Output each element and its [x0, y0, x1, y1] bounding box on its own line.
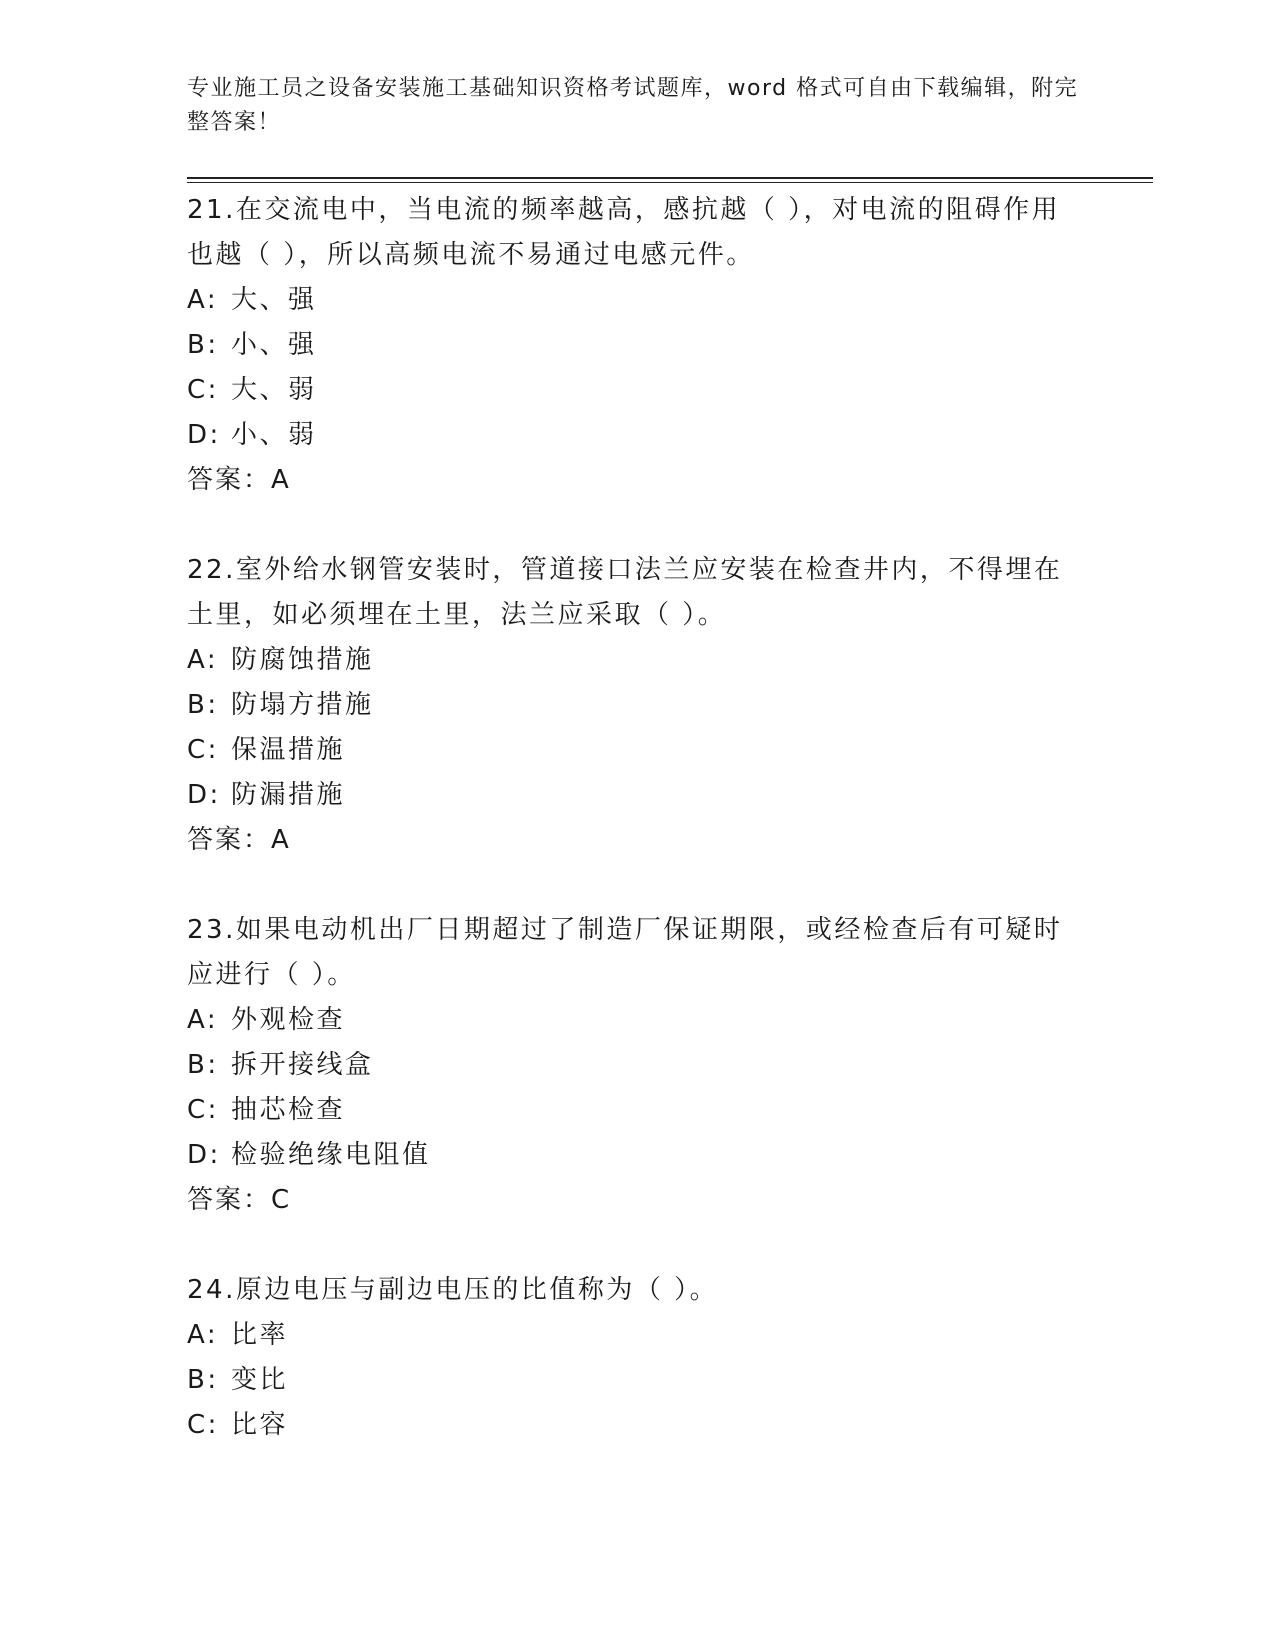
option-text: 比率 — [231, 1320, 289, 1350]
option-text: 保温措施 — [231, 735, 346, 765]
option-text: 变比 — [231, 1365, 289, 1395]
option-key: A: — [187, 1005, 219, 1035]
option-text: 抽芯检查 — [231, 1095, 346, 1125]
header-divider-thick — [187, 177, 1153, 179]
question-stem: 22.室外给水钢管安装时，管道接口法兰应安装在检查井内，不得埋在土里，如必须埋在土里，法兰应采取（ ）。 — [187, 555, 1063, 630]
option-key: D: — [187, 780, 221, 810]
option-key: A: — [187, 645, 219, 675]
header-divider-thin — [187, 182, 1153, 183]
option-key: C: — [187, 1095, 219, 1125]
option-key: C: — [187, 735, 219, 765]
option-text: 比容 — [231, 1410, 289, 1440]
option-key: B: — [187, 1050, 219, 1080]
option-text: 小、强 — [231, 330, 317, 360]
option-text: 大、弱 — [231, 375, 317, 405]
option-key: B: — [187, 690, 219, 720]
option-text: 小、弱 — [231, 420, 317, 450]
answer-line: 答案：C — [187, 1185, 292, 1215]
option-key: A: — [187, 285, 219, 315]
question-stem: 21.在交流电中，当电流的频率越高，感抗越（ ），对电流的阻碍作用也越（ ），所以高频电流不易通过电感元件。 — [187, 195, 1061, 270]
option-key: B: — [187, 330, 219, 360]
option-c — [187, 1403, 1077, 1448]
question-24 — [187, 1268, 1077, 1448]
option-text: 大、强 — [231, 285, 317, 315]
answer-line: 答案：A — [187, 465, 291, 495]
option-b — [187, 1043, 1077, 1088]
option-a — [187, 1313, 1077, 1358]
option-a — [187, 998, 1077, 1043]
option-text: 防漏措施 — [231, 780, 346, 810]
option-text: 拆开接线盒 — [231, 1050, 374, 1080]
option-key: B: — [187, 1365, 219, 1395]
question-stem: 23.如果电动机出厂日期超过了制造厂保证期限，或经检查后有可疑时应进行（ ）。 — [187, 915, 1063, 990]
question-list — [187, 188, 1077, 1448]
option-key: D: — [187, 420, 221, 450]
option-b — [187, 683, 1077, 728]
option-c — [187, 1088, 1077, 1133]
option-d — [187, 1133, 1077, 1178]
question-spacer — [187, 863, 1077, 908]
document-header: 专业施工员之设备安装施工基础知识资格考试题库，word 格式可自由下载编辑，附完整答案！ — [187, 76, 1079, 135]
option-a — [187, 278, 1077, 323]
option-key: A: — [187, 1320, 219, 1350]
question-spacer — [187, 1223, 1077, 1268]
option-text: 防腐蚀措施 — [231, 645, 374, 675]
question-spacer — [187, 503, 1077, 548]
question-22 — [187, 548, 1077, 908]
option-text: 外观检查 — [231, 1005, 346, 1035]
question-21 — [187, 188, 1077, 548]
option-b — [187, 323, 1077, 368]
option-key: D: — [187, 1140, 221, 1170]
option-text: 防塌方措施 — [231, 690, 374, 720]
option-key: C: — [187, 375, 219, 405]
question-23 — [187, 908, 1077, 1268]
option-c — [187, 368, 1077, 413]
answer-line: 答案：A — [187, 825, 291, 855]
question-stem: 24.原边电压与副边电压的比值称为（ ）。 — [187, 1275, 719, 1305]
option-a — [187, 638, 1077, 683]
option-d — [187, 773, 1077, 818]
option-d — [187, 413, 1077, 458]
option-b — [187, 1358, 1077, 1403]
option-c — [187, 728, 1077, 773]
option-text: 检验绝缘电阻值 — [231, 1140, 431, 1170]
option-key: C: — [187, 1410, 219, 1440]
